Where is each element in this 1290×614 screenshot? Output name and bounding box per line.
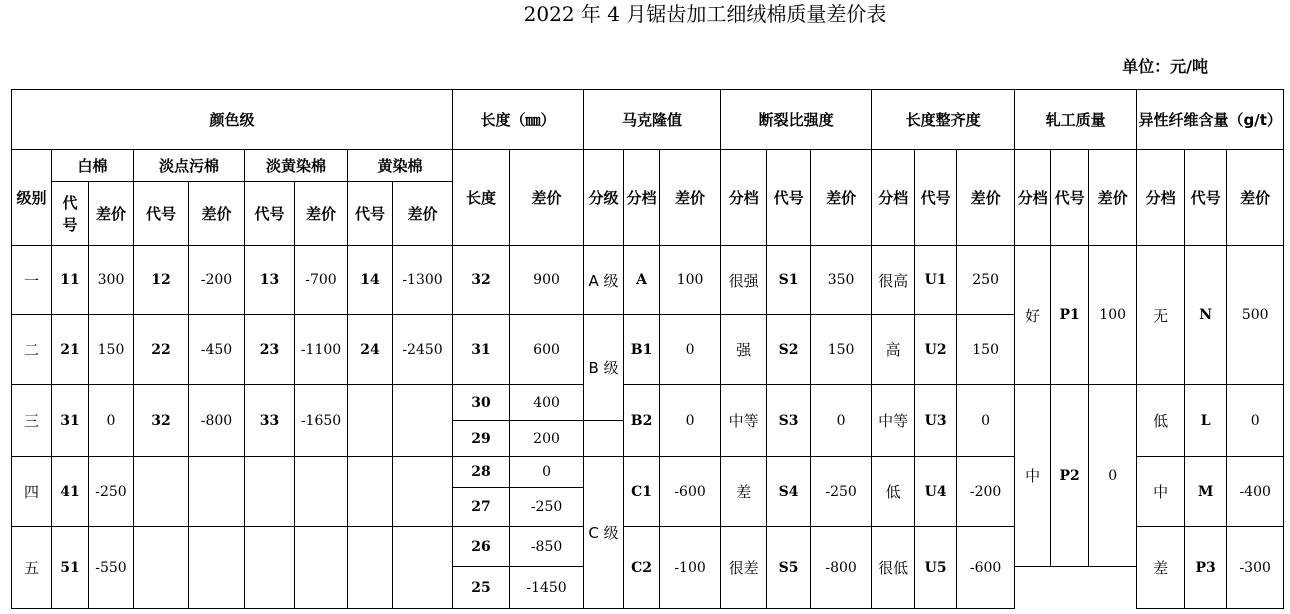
str-code: S4	[767, 457, 811, 527]
level-cell: 三	[12, 385, 52, 457]
header-level: 级别	[12, 150, 52, 246]
header-yellow: 黄染棉	[348, 150, 453, 182]
header-white-diff: 差价	[89, 182, 134, 246]
ff-code: L	[1185, 385, 1227, 457]
yellow-diff	[393, 385, 453, 457]
header-color-grade: 颜色级	[12, 90, 453, 150]
lyellow-code: 23	[245, 315, 295, 385]
spotted-code: 22	[134, 315, 189, 385]
header-str-tier: 分档	[721, 150, 767, 246]
yellow-code: 24	[348, 315, 393, 385]
lyellow-diff: -1100	[295, 315, 348, 385]
header-yellow-diff: 差价	[393, 182, 453, 246]
lyellow-code: 33	[245, 385, 295, 457]
lyellow-diff	[295, 527, 348, 609]
header-ff-code: 代号	[1185, 150, 1227, 246]
yellow-diff: -1300	[393, 246, 453, 315]
gin-diff: 0	[1089, 385, 1137, 567]
length-diff: 900	[510, 246, 584, 315]
uni-tier: 中等	[872, 385, 915, 457]
header-lyellow-code: 代号	[245, 182, 295, 246]
gin-diff: -300	[1227, 527, 1284, 609]
ff-tier: 中	[1137, 457, 1185, 527]
mic-tier: C1	[624, 457, 660, 527]
uni-diff: 150	[957, 315, 1015, 385]
header-uni-diff: 差价	[957, 150, 1015, 246]
uni-code: U5	[915, 527, 957, 609]
header-spotted-diff: 差价	[189, 182, 245, 246]
str-diff: 350	[811, 246, 872, 315]
uni-diff: 250	[957, 246, 1015, 315]
uni-tier: 低	[872, 457, 915, 527]
header-white-code: 代号	[52, 182, 89, 246]
gin-tier: 差	[1137, 527, 1185, 609]
gin-tier: 好	[1015, 246, 1051, 385]
lyellow-diff	[295, 457, 348, 527]
gin-code: P1	[1051, 246, 1089, 385]
length-value: 27	[453, 488, 510, 527]
length-diff: 600	[510, 315, 584, 385]
ff-code: N	[1185, 246, 1227, 385]
uni-diff: -200	[957, 457, 1015, 527]
header-uni-tier: 分档	[872, 150, 915, 246]
level-cell: 五	[12, 527, 52, 609]
length-diff: -850	[510, 527, 584, 567]
uni-tier: 很高	[872, 246, 915, 315]
yellow-code: 14	[348, 246, 393, 315]
yellow-code	[348, 385, 393, 457]
spotted-diff: -450	[189, 315, 245, 385]
yellow-diff: -2450	[393, 315, 453, 385]
header-ff-diff: 差价	[1227, 150, 1284, 246]
str-code: S3	[767, 385, 811, 457]
uni-diff: -600	[957, 527, 1015, 609]
price-difference-table	[11, 89, 1284, 609]
mic-tier: A	[624, 246, 660, 315]
header-length: 长度（㎜）	[453, 90, 584, 150]
yellow-diff	[393, 527, 453, 609]
spotted-code: 12	[134, 246, 189, 315]
level-cell: 二	[12, 315, 52, 385]
str-tier: 很强	[721, 246, 767, 315]
lyellow-diff: -1650	[295, 385, 348, 457]
length-value: 30	[453, 385, 510, 421]
length-value: 26	[453, 527, 510, 567]
lyellow-code: 13	[245, 246, 295, 315]
str-tier: 强	[721, 315, 767, 385]
header-str-diff: 差价	[811, 150, 872, 246]
str-diff: -250	[811, 457, 872, 527]
white-code: 31	[52, 385, 89, 457]
mic-diff: 100	[660, 246, 721, 315]
str-code: S5	[767, 527, 811, 609]
header-gin-tier: 分档	[1015, 150, 1051, 246]
length-value: 28	[453, 457, 510, 488]
mic-grade: C 级	[584, 457, 624, 609]
length-value: 31	[453, 315, 510, 385]
header-mic-grade: 分级	[584, 150, 624, 246]
mic-grade: B 级	[584, 315, 624, 421]
header-uni-code: 代号	[915, 150, 957, 246]
spotted-diff: -800	[189, 385, 245, 457]
spotted-diff	[189, 527, 245, 609]
header-gin-code: 代号	[1051, 150, 1089, 246]
header-micronaire: 马克隆值	[584, 90, 721, 150]
ff-diff: 500	[1227, 246, 1284, 385]
length-diff: -250	[510, 488, 584, 527]
spotted-code	[134, 527, 189, 609]
mic-tier: B2	[624, 385, 660, 457]
str-tier: 很差	[721, 527, 767, 609]
gin-code: P3	[1185, 527, 1227, 609]
ff-code: M	[1185, 457, 1227, 527]
mic-diff: 0	[660, 385, 721, 457]
spotted-code: 32	[134, 385, 189, 457]
unit-label: 单位：元/吨	[1122, 57, 1208, 76]
header-spotted-code: 代号	[134, 182, 189, 246]
length-value: 25	[453, 567, 510, 609]
str-diff: 150	[811, 315, 872, 385]
ff-diff: -400	[1227, 457, 1284, 527]
gin-code: P2	[1051, 385, 1089, 567]
lyellow-diff: -700	[295, 246, 348, 315]
white-diff: -250	[89, 457, 134, 527]
white-code: 51	[52, 527, 89, 609]
header-light-spotted: 淡点污棉	[134, 150, 245, 182]
uni-code: U1	[915, 246, 957, 315]
white-diff: 300	[89, 246, 134, 315]
mic-grade: A 级	[584, 246, 624, 315]
white-diff: -550	[89, 527, 134, 609]
white-diff: 150	[89, 315, 134, 385]
uni-code: U4	[915, 457, 957, 527]
header-str-code: 代号	[767, 150, 811, 246]
length-diff: 400	[510, 385, 584, 421]
mic-diff: 0	[660, 315, 721, 385]
length-diff: 0	[510, 457, 584, 488]
gin-diff: 100	[1089, 246, 1137, 385]
lyellow-code	[245, 457, 295, 527]
mic-tier: C2	[624, 527, 660, 609]
header-yellow-code: 代号	[348, 182, 393, 246]
white-code: 41	[52, 457, 89, 527]
header-length-col: 长度	[453, 150, 510, 246]
yellow-code	[348, 457, 393, 527]
white-code: 11	[52, 246, 89, 315]
length-diff: 200	[510, 421, 584, 457]
header-gin-diff: 差价	[1089, 150, 1137, 246]
mic-tier: B1	[624, 315, 660, 385]
lyellow-code	[245, 527, 295, 609]
header-uniformity: 长度整齐度	[872, 90, 1015, 150]
header-length-diff: 差价	[510, 150, 584, 246]
uni-tier: 很低	[872, 527, 915, 609]
str-tier: 差	[721, 457, 767, 527]
spotted-code	[134, 457, 189, 527]
header-white: 白棉	[52, 150, 134, 182]
ff-tier: 无	[1137, 246, 1185, 385]
header-mic-diff: 差价	[660, 150, 721, 246]
str-code: S1	[767, 246, 811, 315]
yellow-code	[348, 527, 393, 609]
str-code: S2	[767, 315, 811, 385]
spotted-diff: -200	[189, 246, 245, 315]
spotted-diff	[189, 457, 245, 527]
level-cell: 一	[12, 246, 52, 315]
gin-tier: 中	[1015, 385, 1051, 567]
header-strength: 断裂比强度	[721, 90, 872, 150]
header-foreign-fiber: 异性纤维含量（g/t）	[1137, 90, 1284, 150]
length-value: 29	[453, 421, 510, 457]
header-mic-tier: 分档	[624, 150, 660, 246]
uni-diff: 0	[957, 385, 1015, 457]
str-diff: 0	[811, 385, 872, 457]
mic-diff: -600	[660, 457, 721, 527]
yellow-diff	[393, 457, 453, 527]
header-lyellow-diff: 差价	[295, 182, 348, 246]
str-diff: -800	[811, 527, 872, 609]
header-ginning: 轧工质量	[1015, 90, 1137, 150]
level-cell: 四	[12, 457, 52, 527]
uni-code: U2	[915, 315, 957, 385]
uni-code: U3	[915, 385, 957, 457]
white-code: 21	[52, 315, 89, 385]
white-diff: 0	[89, 385, 134, 457]
header-light-yellow: 淡黄染棉	[245, 150, 348, 182]
ff-tier: 低	[1137, 385, 1185, 457]
mic-diff: -100	[660, 527, 721, 609]
length-diff: -1450	[510, 567, 584, 609]
str-tier: 中等	[721, 385, 767, 457]
ff-diff: 0	[1227, 385, 1284, 457]
header-ff-tier: 分档	[1137, 150, 1185, 246]
length-value: 32	[453, 246, 510, 315]
uni-tier: 高	[872, 315, 915, 385]
page-title: 2022 年 4 月锯齿加工细绒棉质量差价表	[523, 2, 887, 26]
